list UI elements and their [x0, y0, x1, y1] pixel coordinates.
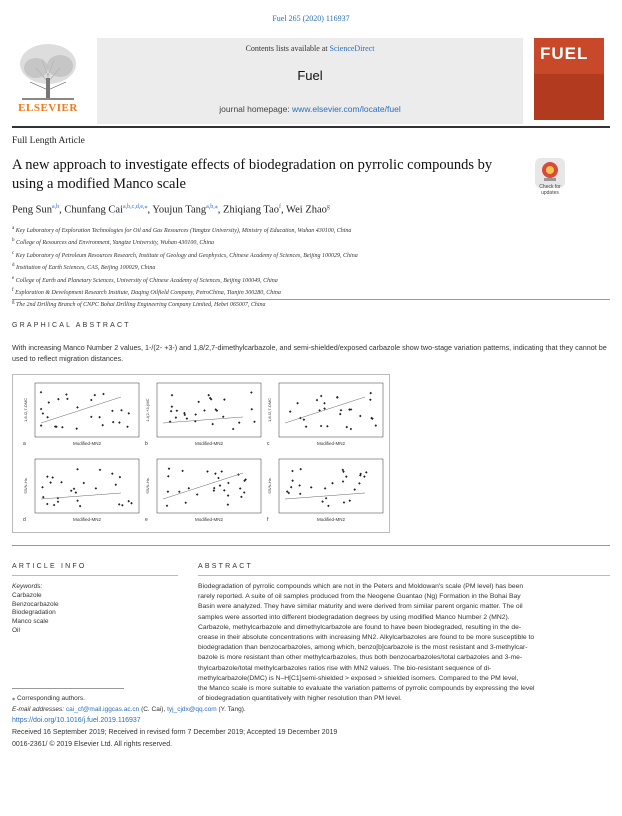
ga-data-point	[40, 408, 43, 411]
ga-data-point	[365, 471, 368, 474]
affiliation	[12, 236, 572, 248]
ga-trend-line	[41, 493, 121, 499]
affiliation-text: College of Resources and Environment, Yangtze University, Wuhan 430100, China	[14, 240, 214, 247]
ga-panel-letter: f	[267, 517, 269, 523]
ga-data-point	[342, 480, 345, 483]
ga-data-point	[194, 413, 197, 416]
author-name[interactable]: Zhiqiang Tao	[223, 204, 279, 216]
ga-trend-line	[41, 397, 121, 423]
ga-data-point	[320, 425, 323, 428]
author-affiliation-marker[interactable]: f	[278, 204, 281, 210]
ga-panel-b	[145, 383, 261, 447]
ga-data-point	[42, 496, 45, 499]
email-label: E-mail addresses:	[12, 706, 66, 713]
section-divider	[12, 545, 610, 546]
abstract-line: of biodegradation quantitatively with higher resolution than PM level.	[198, 695, 402, 703]
ga-y-axis-label: 1,8-/2,7-DMC	[267, 397, 272, 423]
author-name[interactable]: Peng Sun	[12, 204, 52, 216]
ga-data-point	[76, 468, 79, 471]
journal-masthead	[97, 38, 523, 124]
ga-data-point	[99, 469, 102, 472]
ga-data-point	[75, 427, 78, 430]
author-affiliation-marker[interactable]: a,b	[51, 204, 60, 210]
graphical-abstract-heading: GRAPHICAL ABSTRACT	[12, 322, 131, 329]
ga-data-point	[232, 428, 235, 431]
ga-data-point	[46, 503, 49, 506]
ga-panel-frame	[35, 383, 139, 437]
ga-panel-a	[23, 383, 139, 447]
footnote-rule	[12, 688, 124, 689]
ga-data-point	[102, 393, 105, 396]
ga-data-point	[171, 405, 174, 408]
ga-data-point	[66, 398, 69, 401]
ga-data-point	[339, 413, 342, 416]
ga-data-point	[326, 425, 329, 428]
ga-data-point	[83, 482, 86, 485]
ga-data-point	[346, 426, 349, 429]
ga-data-point	[76, 406, 79, 409]
author-separator: ,	[280, 204, 287, 216]
email-owner: (C. Cai),	[139, 706, 168, 713]
ga-data-point	[118, 421, 121, 424]
ga-data-point	[75, 491, 78, 494]
affiliation-marker: d	[12, 263, 15, 269]
author-affiliation-marker[interactable]: a,b,⁎	[206, 204, 218, 210]
ga-data-point	[79, 505, 82, 508]
ga-data-point	[375, 424, 378, 427]
affiliation-list	[12, 224, 572, 311]
email-owner: (Y. Tang).	[216, 706, 246, 713]
ga-y-axis-label: SS/N-Hs	[23, 478, 28, 494]
ga-data-point	[214, 472, 217, 475]
ga-trend-line	[163, 473, 243, 499]
ga-data-point	[46, 416, 49, 419]
ga-data-point	[48, 401, 51, 404]
ga-data-point	[253, 421, 256, 424]
ga-data-point	[369, 392, 372, 395]
ga-data-point	[359, 415, 362, 418]
ga-data-point	[323, 407, 326, 410]
keyword[interactable]: Biodegradation	[12, 609, 56, 617]
ga-data-point	[130, 502, 133, 505]
ga-data-point	[316, 399, 319, 402]
ga-data-point	[76, 500, 79, 503]
ga-data-point	[70, 490, 73, 493]
abstract-body	[198, 582, 610, 704]
ga-data-point	[196, 493, 199, 496]
ga-data-point	[298, 484, 301, 487]
ga-trend-line	[285, 397, 365, 423]
journal-homepage	[97, 104, 523, 114]
ga-data-point	[227, 482, 230, 485]
affiliation-marker: b	[12, 238, 15, 244]
ga-data-point	[358, 482, 361, 485]
ga-data-point	[251, 408, 254, 411]
ga-data-point	[223, 489, 226, 492]
ga-data-point	[90, 416, 93, 419]
affiliation	[12, 261, 572, 273]
ga-panel-frame	[279, 383, 383, 437]
ga-data-point	[340, 409, 343, 412]
affiliation	[12, 274, 572, 286]
footnotes	[12, 693, 246, 715]
ga-panel-frame	[157, 383, 261, 437]
affiliation	[12, 298, 572, 310]
author-name[interactable]: Youjun Tang	[152, 204, 207, 216]
ga-data-point	[57, 501, 60, 504]
affiliation	[12, 249, 572, 261]
ga-data-point	[299, 493, 302, 496]
ga-data-point	[101, 424, 104, 427]
doi-link[interactable]: https://doi.org/10.1016/j.fuel.2019.116937	[12, 717, 141, 724]
journal-cover-thumbnail[interactable]	[534, 38, 604, 120]
ga-data-point	[51, 476, 54, 479]
author-separator: ,	[147, 204, 153, 216]
affiliation	[12, 224, 572, 236]
copyright: 0016-2361/ © 2019 Elsevier Ltd. All rights reserved.	[12, 741, 173, 748]
publisher-wordmark: ELSEVIER	[18, 102, 78, 114]
ga-data-point	[95, 487, 98, 490]
ga-data-point	[176, 410, 179, 413]
ga-panel-letter: c	[267, 441, 270, 447]
header-rule	[12, 126, 610, 128]
keyword[interactable]: Benzocarbazole	[12, 600, 59, 608]
ga-data-point	[324, 487, 327, 490]
affiliation-text: Key Laboratory of Exploration Technologies for Oil and Gas Resources (Yangtze University), Ministry of Education, Wuhan 430100, China	[14, 228, 352, 234]
ga-panel-letter: b	[145, 441, 148, 447]
abstract-line: the Manco scale is more suitable to evaluate the variation patterns of pyrrolic compounds by expressing the level	[198, 685, 535, 693]
ga-data-point	[167, 490, 170, 493]
article-info-rule	[12, 575, 178, 576]
affiliation-marker: f	[12, 288, 14, 294]
author-affiliation-marker[interactable]: g	[326, 204, 330, 210]
affiliation-text: College of Earth and Planetary Sciences, University of Chinese Academy of Sciences, Beijing 100049, China	[14, 277, 278, 284]
ga-panel-frame	[35, 459, 139, 513]
author-affiliation-marker[interactable]: a,b,c,d,e,⁎	[123, 204, 148, 210]
author-separator: ,	[217, 204, 224, 216]
article-title: A new approach to investigate effects of biodegradation on pyrrolic compounds by using a modified Manco scale	[12, 157, 493, 192]
ga-data-point	[166, 505, 169, 508]
ga-data-point	[167, 475, 170, 478]
section-divider	[12, 299, 610, 300]
affiliation-marker: e	[12, 275, 15, 281]
ga-data-point	[73, 488, 76, 491]
ga-panel-f	[267, 459, 383, 523]
ga-data-point	[175, 416, 178, 419]
ga-data-point	[61, 426, 64, 429]
ga-data-point	[250, 391, 253, 394]
ga-data-point	[197, 401, 200, 404]
ga-data-point	[223, 398, 226, 401]
affiliation-text: The 2nd Drilling Branch of CNPC Bohai Drilling Engineering Company Limited, Hebei 065007, China	[14, 302, 266, 309]
ga-data-point	[184, 502, 187, 505]
ga-data-point	[90, 399, 93, 402]
ga-data-point	[331, 482, 334, 485]
ga-data-point	[219, 484, 222, 487]
abstract-line: rarely reported. A suite of oil samples produced from the Neogene Guantao (Ng) Formation in the Bohai Bay	[198, 593, 521, 601]
ga-panel-letter: a	[23, 441, 26, 447]
affiliation-marker: g	[12, 300, 15, 306]
ga-data-point	[227, 494, 230, 497]
affiliation	[12, 286, 572, 298]
ga-data-point	[127, 500, 130, 503]
ga-data-point	[220, 470, 223, 473]
ga-data-point	[57, 398, 60, 401]
graphical-abstract-text: With increasing Manco Number 2 values, 1-/(2- +3-) and 1,8/2,7-dimethylcarbazole, and semi-shielded/exposed carbazole show two-stage variation patterns, indicating that they cannot be used to reflect migration distances.	[12, 343, 607, 363]
keyword[interactable]: Manco scale	[12, 618, 49, 626]
abstract-rule	[198, 575, 610, 576]
keyword[interactable]: Carbazole	[12, 591, 42, 599]
abstract-line: Carbazole, methylcarbazole and dimethylcarbazole are found to have been biodegraded, resulting in the de-	[198, 623, 522, 631]
abstract-line: crease in their absolute concentrations with increasing MN2. Alkylcarbazoles are found to be more susceptible to	[198, 634, 535, 642]
ga-data-point	[336, 396, 339, 399]
ga-x-axis-label: Modified-MN2	[72, 517, 102, 522]
ga-data-point	[120, 409, 123, 412]
journal-name: Fuel	[297, 68, 323, 83]
ga-data-point	[46, 475, 49, 478]
ga-data-point	[168, 467, 171, 470]
ga-y-axis-label: 1,8-/2,7-DMC	[23, 397, 28, 423]
contents-line	[97, 44, 523, 53]
ga-data-point	[188, 487, 191, 490]
ga-data-point	[94, 394, 97, 397]
homepage-prefix: journal homepage:	[219, 104, 293, 114]
ga-data-point	[49, 481, 52, 484]
ga-data-point	[57, 497, 60, 500]
ga-y-axis-label: SS/N-Hs	[267, 478, 272, 494]
ga-data-point	[111, 410, 114, 413]
ga-data-point	[112, 421, 115, 424]
ga-data-point	[345, 475, 348, 478]
ga-data-point	[348, 408, 351, 411]
ga-x-axis-label: Modified-MN2	[194, 517, 224, 522]
abstract-line: methylcarbazole(DMC) is N–H[C1]semi-shielded > exposed > shielded isomers. Compared to the PM level,	[198, 674, 519, 682]
ga-data-point	[206, 470, 209, 473]
abstract-line: samples were assorted into different biodegradation degrees by using modified Manco Number 2 (MN2).	[198, 613, 510, 621]
ga-data-point	[240, 496, 243, 499]
ga-data-point	[171, 394, 174, 397]
ga-y-axis-label: 1-/(2-+3-)MC	[145, 398, 150, 422]
ga-panel-letter: d	[23, 517, 26, 523]
ga-data-point	[353, 488, 356, 491]
homepage-link[interactable]: www.elsevier.com/locate/fuel	[292, 104, 401, 114]
abstract-line: biodegradation than benzocarbazoles, among which, benzo[b]carbazole is the most resistant and 3-methylcar-	[198, 644, 528, 652]
ga-data-point	[291, 470, 294, 473]
ga-data-point	[349, 499, 352, 502]
author-name[interactable]: Wei Zhao	[286, 204, 327, 216]
ga-data-point	[239, 487, 242, 490]
ga-data-point	[213, 487, 216, 490]
article-type: Full Length Article	[12, 136, 85, 146]
ga-data-point	[41, 486, 44, 489]
graphical-abstract-plots	[13, 375, 389, 532]
ga-data-point	[305, 425, 308, 428]
ga-data-point	[238, 421, 241, 424]
author-list	[12, 203, 330, 216]
ga-data-point	[115, 484, 118, 487]
ga-data-point	[299, 468, 302, 471]
ga-x-axis-label: Modified-MN2	[72, 441, 102, 446]
ga-data-point	[98, 416, 101, 419]
ga-data-point	[119, 476, 122, 479]
ga-panel-frame	[279, 459, 383, 513]
article-info-heading: ARTICLE INFO	[12, 563, 87, 570]
received-dates: Received 16 September 2019; Received in revised form 7 December 2019; Accepted 19 December 2019	[12, 729, 338, 736]
check-updates-label: Check for updates	[539, 184, 561, 196]
ga-data-point	[118, 503, 121, 506]
author-name[interactable]: Chunfang Cai	[64, 204, 124, 216]
ga-panel-c	[267, 383, 383, 447]
ga-data-point	[184, 414, 187, 417]
ga-panel-frame	[157, 459, 261, 513]
ga-data-point	[183, 412, 186, 415]
keywords-block	[12, 583, 59, 636]
email-link[interactable]: cai_cf@mail.iggcas.ac.cn	[65, 706, 140, 713]
ga-data-point	[296, 402, 299, 405]
ga-data-point	[181, 470, 184, 473]
ga-x-axis-label: Modified-MN2	[194, 441, 224, 446]
graphical-abstract-figure[interactable]	[12, 374, 390, 533]
ga-data-point	[290, 486, 293, 489]
ga-data-point	[126, 426, 129, 429]
ga-data-point	[323, 402, 326, 405]
abstract-line: Basin were analyzed. They have similar maturity and were derived from similar parent organic matter. The oil	[198, 603, 523, 611]
ga-panel-d	[23, 459, 139, 523]
ga-data-point	[65, 393, 68, 396]
ga-data-point	[111, 472, 114, 475]
abstract-line: Biodegradation of pyrrolic compounds which are not in the Peters and Moldowan's scale (PM level) has been	[198, 583, 524, 590]
keywords-heading: Keywords:	[12, 583, 43, 590]
ga-x-axis-label: Modified-MN2	[316, 441, 346, 446]
ga-panel-e	[145, 459, 261, 523]
affiliation-marker: a	[12, 226, 15, 231]
ga-data-point	[53, 504, 56, 507]
abstract-line: bazole is more resistant than other methylcarbazoles, thus both benzocarbazoles/total carbazoles and 3-me-	[198, 654, 523, 662]
ga-data-point	[207, 394, 210, 397]
affiliation-marker: c	[12, 250, 15, 256]
ga-data-point	[60, 481, 63, 484]
ga-data-point	[40, 391, 43, 394]
ga-data-point	[310, 486, 313, 489]
email-link[interactable]: tyj_cjdx@qq.com	[167, 706, 217, 713]
ga-data-point	[170, 410, 173, 413]
ga-x-axis-label: Modified-MN2	[316, 517, 346, 522]
ga-data-point	[327, 505, 330, 508]
ga-data-point	[42, 412, 45, 415]
ga-data-point	[325, 497, 328, 500]
ga-data-point	[211, 423, 214, 426]
ga-data-point	[303, 418, 306, 421]
contents-prefix: Contents lists available at	[245, 44, 330, 53]
ga-y-axis-label: SS/N-Hs	[145, 478, 150, 494]
ga-data-point	[320, 395, 323, 398]
cover-title: FUEL	[540, 44, 589, 63]
affiliation-text: Exploration & Development Research Institute, Daqing Oilfield Company, PetroChina, Tianjin 300280, China	[13, 290, 281, 297]
ga-data-point	[363, 475, 366, 478]
ga-data-point	[227, 503, 230, 506]
ga-data-point	[121, 504, 124, 507]
ga-data-point	[128, 412, 131, 415]
abstract-heading: ABSTRACT	[198, 563, 253, 570]
sciencedirect-link[interactable]: ScienceDirect	[329, 44, 375, 53]
ga-data-point	[40, 424, 43, 427]
ga-data-point	[369, 399, 372, 402]
author-separator: ,	[59, 204, 65, 216]
cover-band	[534, 74, 604, 120]
ga-data-point	[321, 500, 324, 503]
affiliation-text: Key Laboratory of Petroleum Resources Research, Institute of Geology and Geophysics, Chinese Academy of Sciences, Beijing 100029, China	[14, 252, 358, 259]
abstract-line: thylcarbazole/total methylcarbazoles ratios rise with MN2 values. The bio-resistant sequence of di-	[198, 664, 492, 672]
email-line	[12, 704, 246, 715]
ga-data-point	[178, 491, 181, 494]
journal-reference[interactable]: Fuel 265 (2020) 116937	[272, 14, 350, 23]
ga-data-point	[291, 479, 294, 482]
ga-data-point	[213, 489, 216, 492]
ga-data-point	[343, 501, 346, 504]
ga-data-point	[222, 416, 225, 419]
ga-data-point	[243, 491, 246, 494]
ga-data-point	[289, 410, 292, 413]
ga-data-point	[203, 409, 206, 412]
keyword[interactable]: Oil	[12, 626, 20, 634]
corresponding-note: ⁎ Corresponding authors.	[12, 695, 85, 702]
ga-data-point	[350, 428, 353, 431]
affiliation-text: Institution of Earth Sciences, CAS, Beijing 100029, China	[14, 265, 156, 272]
ga-data-point	[217, 477, 220, 480]
ga-panel-letter: e	[145, 517, 148, 523]
ga-data-point	[186, 417, 189, 420]
